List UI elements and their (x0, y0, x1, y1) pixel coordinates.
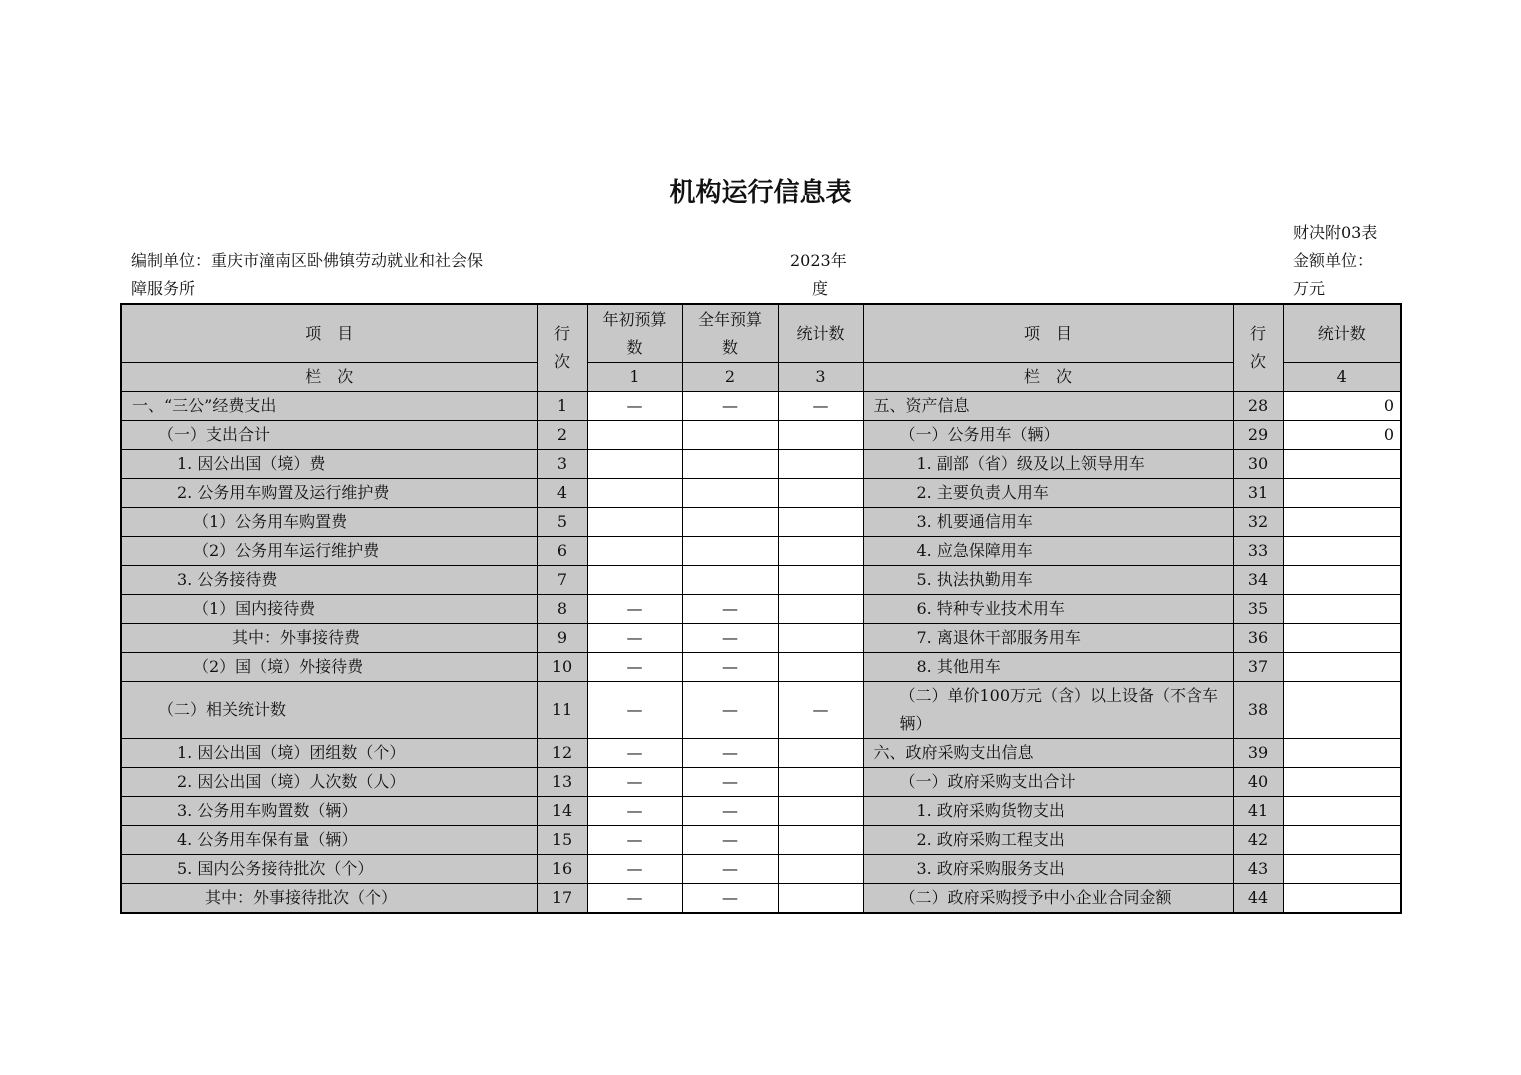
right-item-cell: 3. 机要通信用车 (863, 508, 1233, 537)
right-row-no-cell: 44 (1233, 884, 1283, 914)
amount-unit-line2: 万元 (1293, 279, 1326, 298)
budget-full-cell (682, 537, 778, 566)
budget-full-cell: — (682, 624, 778, 653)
budget-full-cell (682, 566, 778, 595)
table-row (121, 624, 1401, 653)
column-no-2: 2 (682, 363, 778, 392)
stat-right-cell (1283, 826, 1401, 855)
stat-right-cell (1283, 595, 1401, 624)
table-row (121, 450, 1401, 479)
page-title: 机构运行信息表 (669, 178, 852, 208)
stat-right-cell: 0 (1283, 392, 1401, 421)
info-table (120, 303, 1402, 914)
left-item-cell: （1）国内接待费 (121, 595, 537, 624)
amount-unit-line1: 金额单位： (1293, 251, 1374, 270)
budget-full-cell: — (682, 653, 778, 682)
stat-left-cell (778, 537, 863, 566)
stat-left-cell (778, 624, 863, 653)
table-row (121, 508, 1401, 537)
budget-full-cell: — (682, 595, 778, 624)
right-row-no-cell: 36 (1233, 624, 1283, 653)
right-item-cell: （一）公务用车（辆） (863, 421, 1233, 450)
stat-left-cell (778, 595, 863, 624)
right-item-cell: 1. 副部（省）级及以上领导用车 (863, 450, 1233, 479)
stat-left-cell (778, 739, 863, 768)
right-row-no-cell: 34 (1233, 566, 1283, 595)
header-budget-full: 全年预算数 (682, 304, 778, 363)
left-row-no-cell: 3 (537, 450, 587, 479)
budget-full-cell (682, 479, 778, 508)
budget-initial-cell: — (587, 797, 682, 826)
budget-initial-cell (587, 450, 682, 479)
right-row-no-cell: 39 (1233, 739, 1283, 768)
budget-initial-cell: — (587, 595, 682, 624)
left-row-no-cell: 10 (537, 653, 587, 682)
budget-initial-cell (587, 508, 682, 537)
left-item-cell: （二）相关统计数 (121, 682, 537, 739)
header-row (121, 304, 1401, 363)
table-row (121, 768, 1401, 797)
stat-left-cell: — (778, 682, 863, 739)
budget-full-cell: — (682, 797, 778, 826)
table-row (121, 566, 1401, 595)
header-budget-initial: 年初预算数 (587, 304, 682, 363)
budget-full-cell: — (682, 392, 778, 421)
year-line2: 度 (812, 279, 829, 298)
left-item-cell: （1）公务用车购置费 (121, 508, 537, 537)
column-label-right: 栏 次 (863, 363, 1233, 392)
left-row-no-cell: 14 (537, 797, 587, 826)
stat-right-cell: 0 (1283, 421, 1401, 450)
right-item-cell: 3. 政府采购服务支出 (863, 855, 1233, 884)
table-row (121, 595, 1401, 624)
budget-initial-cell: — (587, 768, 682, 797)
table-row (121, 653, 1401, 682)
right-row-no-cell: 32 (1233, 508, 1283, 537)
column-no-4: 4 (1283, 363, 1401, 392)
stat-right-cell (1283, 682, 1401, 739)
left-item-cell: （2）国（境）外接待费 (121, 653, 537, 682)
left-row-no-cell: 17 (537, 884, 587, 914)
right-item-cell: （一）政府采购支出合计 (863, 768, 1233, 797)
right-row-no-cell: 43 (1233, 855, 1283, 884)
left-item-cell: 其中：外事接待费 (121, 624, 537, 653)
left-row-no-cell: 8 (537, 595, 587, 624)
header-item-left: 项 目 (121, 304, 537, 363)
header-row-no-right: 行次 (1233, 304, 1283, 392)
table-row (121, 826, 1401, 855)
budget-full-cell (682, 450, 778, 479)
form-code: 财决附03表 (1293, 223, 1378, 242)
budget-initial-cell: — (587, 855, 682, 884)
budget-initial-cell: — (587, 653, 682, 682)
right-item-cell: 2. 主要负责人用车 (863, 479, 1233, 508)
right-item-cell: 6. 特种专业技术用车 (863, 595, 1233, 624)
table-row (121, 537, 1401, 566)
budget-full-cell: — (682, 884, 778, 914)
stat-left-cell (778, 421, 863, 450)
stat-right-cell (1283, 508, 1401, 537)
right-item-cell: （二）政府采购授予中小企业合同金额 (863, 884, 1233, 914)
right-row-no-cell: 30 (1233, 450, 1283, 479)
table-row (121, 797, 1401, 826)
stat-left-cell (778, 653, 863, 682)
right-row-no-cell: 37 (1233, 653, 1283, 682)
left-row-no-cell: 13 (537, 768, 587, 797)
stat-left-cell (778, 855, 863, 884)
budget-initial-cell: — (587, 884, 682, 914)
left-row-no-cell: 1 (537, 392, 587, 421)
right-item-cell: 7. 离退休干部服务用车 (863, 624, 1233, 653)
stat-left-cell (778, 479, 863, 508)
right-row-no-cell: 42 (1233, 826, 1283, 855)
left-item-cell: 4. 公务用车保有量（辆） (121, 826, 537, 855)
stat-right-cell (1283, 450, 1401, 479)
left-item-cell: 5. 国内公务接待批次（个） (121, 855, 537, 884)
left-item-cell: 1. 因公出国（境）费 (121, 450, 537, 479)
left-row-no-cell: 7 (537, 566, 587, 595)
budget-full-cell: — (682, 768, 778, 797)
stat-left-cell (778, 508, 863, 537)
stat-left-cell (778, 566, 863, 595)
budget-initial-cell (587, 479, 682, 508)
header-item-right: 项 目 (863, 304, 1233, 363)
left-item-cell: 3. 公务用车购置数（辆） (121, 797, 537, 826)
table-row (121, 884, 1401, 914)
stat-left-cell (778, 797, 863, 826)
stat-right-cell (1283, 653, 1401, 682)
right-row-no-cell: 35 (1233, 595, 1283, 624)
right-item-cell: 5. 执法执勤用车 (863, 566, 1233, 595)
stat-right-cell (1283, 797, 1401, 826)
column-label-left: 栏 次 (121, 363, 537, 392)
left-item-cell: 2. 公务用车购置及运行维护费 (121, 479, 537, 508)
right-item-cell: 4. 应急保障用车 (863, 537, 1233, 566)
left-row-no-cell: 11 (537, 682, 587, 739)
left-item-cell: 1. 因公出国（境）团组数（个） (121, 739, 537, 768)
left-item-cell: （2）公务用车运行维护费 (121, 537, 537, 566)
budget-full-cell: — (682, 826, 778, 855)
budget-full-cell (682, 508, 778, 537)
left-row-no-cell: 4 (537, 479, 587, 508)
left-row-no-cell: 5 (537, 508, 587, 537)
table-row (121, 682, 1401, 739)
stat-right-cell (1283, 479, 1401, 508)
stat-right-cell (1283, 566, 1401, 595)
left-item-cell: （一）支出合计 (121, 421, 537, 450)
left-item-cell: 2. 因公出国（境）人次数（人） (121, 768, 537, 797)
stat-right-cell (1283, 624, 1401, 653)
stat-right-cell (1283, 884, 1401, 914)
budget-initial-cell: — (587, 392, 682, 421)
budget-full-cell (682, 421, 778, 450)
right-item-cell: 2. 政府采购工程支出 (863, 826, 1233, 855)
header-stat-left: 统计数 (778, 304, 863, 363)
stat-left-cell (778, 826, 863, 855)
left-row-no-cell: 2 (537, 421, 587, 450)
left-item-cell: 一、“三公”经费支出 (121, 392, 537, 421)
budget-full-cell: — (682, 739, 778, 768)
right-row-no-cell: 38 (1233, 682, 1283, 739)
right-item-cell: 五、资产信息 (863, 392, 1233, 421)
column-no-3: 3 (778, 363, 863, 392)
right-row-no-cell: 29 (1233, 421, 1283, 450)
budget-initial-cell: — (587, 826, 682, 855)
left-item-cell: 其中：外事接待批次（个） (121, 884, 537, 914)
column-label-row (121, 363, 1401, 392)
column-no-1: 1 (587, 363, 682, 392)
stat-left-cell (778, 450, 863, 479)
unit-label-line1: 编制单位：重庆市潼南区卧佛镇劳动就业和社会保 (131, 251, 484, 270)
stat-right-cell (1283, 855, 1401, 884)
right-item-cell: 8. 其他用车 (863, 653, 1233, 682)
left-row-no-cell: 12 (537, 739, 587, 768)
unit-label-line2: 障服务所 (131, 279, 196, 298)
left-item-cell: 3. 公务接待费 (121, 566, 537, 595)
right-item-cell: 六、政府采购支出信息 (863, 739, 1233, 768)
table-row (121, 421, 1401, 450)
budget-initial-cell (587, 421, 682, 450)
budget-initial-cell: — (587, 624, 682, 653)
budget-initial-cell (587, 566, 682, 595)
right-row-no-cell: 33 (1233, 537, 1283, 566)
stat-left-cell: — (778, 392, 863, 421)
stat-left-cell (778, 884, 863, 914)
left-row-no-cell: 6 (537, 537, 587, 566)
table-row (121, 479, 1401, 508)
budget-initial-cell: — (587, 682, 682, 739)
budget-initial-cell: — (587, 739, 682, 768)
stat-right-cell (1283, 739, 1401, 768)
right-item-cell: 1. 政府采购货物支出 (863, 797, 1233, 826)
left-row-no-cell: 9 (537, 624, 587, 653)
stat-right-cell (1283, 537, 1401, 566)
stat-right-cell (1283, 768, 1401, 797)
right-row-no-cell: 41 (1233, 797, 1283, 826)
right-item-cell: （二）单价100万元（含）以上设备（不含车辆） (863, 682, 1233, 739)
right-row-no-cell: 28 (1233, 392, 1283, 421)
year-line1: 2023年 (790, 251, 847, 270)
table-row (121, 739, 1401, 768)
table-row (121, 392, 1401, 421)
budget-full-cell: — (682, 682, 778, 739)
budget-full-cell: — (682, 855, 778, 884)
right-row-no-cell: 31 (1233, 479, 1283, 508)
stat-left-cell (778, 768, 863, 797)
left-row-no-cell: 16 (537, 855, 587, 884)
right-row-no-cell: 40 (1233, 768, 1283, 797)
left-row-no-cell: 15 (537, 826, 587, 855)
header-row-no-left: 行次 (537, 304, 587, 392)
table-row (121, 855, 1401, 884)
budget-initial-cell (587, 537, 682, 566)
header-stat-right: 统计数 (1283, 304, 1401, 363)
